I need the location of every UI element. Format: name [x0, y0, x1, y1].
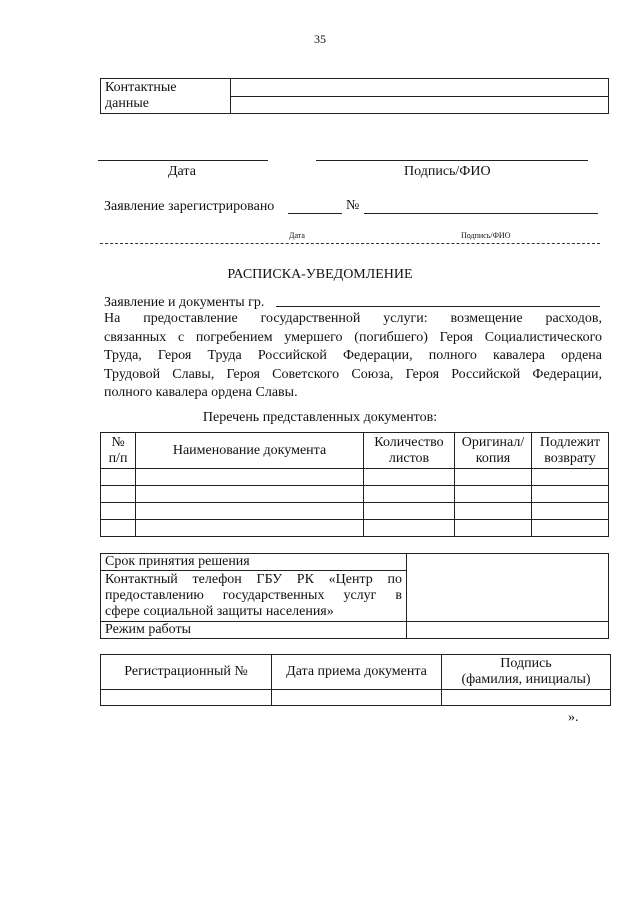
- cell[interactable]: [136, 486, 364, 503]
- cell[interactable]: [532, 486, 609, 503]
- registration-small-sign: Подпись/ФИО: [461, 231, 511, 240]
- reg-date-header: Дата приема документа: [272, 655, 442, 690]
- reg-sign-cell[interactable]: [442, 690, 611, 706]
- col-header-num-2: п/п: [108, 450, 128, 466]
- table-row: [101, 503, 609, 520]
- cell[interactable]: [455, 520, 532, 537]
- contact-label-line2: данные: [105, 96, 149, 111]
- citizen-name-blank[interactable]: [276, 306, 600, 307]
- sign-label: Подпись/ФИО: [404, 164, 491, 179]
- registration-number-blank[interactable]: [364, 213, 598, 214]
- cell[interactable]: [101, 520, 136, 537]
- registration-small-date: Дата: [289, 231, 305, 240]
- work-mode-value[interactable]: [407, 622, 609, 639]
- cell[interactable]: [101, 503, 136, 520]
- reg-number-header: Регистрационный №: [101, 655, 272, 690]
- col-header-orig-2: копия: [475, 450, 511, 466]
- doc-list-title: Перечень представленных документов:: [202, 410, 438, 425]
- docs-from-label: Заявление и документы гр.: [104, 295, 265, 310]
- cell[interactable]: [455, 469, 532, 486]
- closing-quote: ».: [568, 710, 579, 725]
- cell[interactable]: [364, 486, 455, 503]
- page-number: 35: [314, 32, 326, 46]
- cell[interactable]: [364, 520, 455, 537]
- receipt-line: полного кавалера ордена Славы.: [104, 385, 298, 400]
- cell[interactable]: [101, 486, 136, 503]
- reg-sign-2: (фамилия, инициалы): [461, 672, 591, 687]
- contact-table: [100, 78, 609, 114]
- receipt-paragraph: [104, 310, 602, 403]
- reg-number-cell[interactable]: [101, 690, 272, 706]
- receipt-line: На предоставление государственной услуги: возмещение расходов,: [104, 311, 602, 326]
- col-header-qty-2: листов: [388, 450, 430, 466]
- phone-line: сфере социальной защиты населения»: [105, 604, 334, 619]
- col-header-return: [532, 433, 609, 469]
- cut-line: [100, 243, 600, 244]
- registration-table: [100, 654, 611, 706]
- cell[interactable]: [455, 486, 532, 503]
- receipt-line: Труда, Героя Труда Российской Федерации, полного кавалера ордена: [104, 348, 602, 363]
- col-header-num: [101, 433, 136, 469]
- cell[interactable]: [532, 520, 609, 537]
- col-header-return-1: Подлежит: [539, 434, 601, 450]
- cell[interactable]: [101, 469, 136, 486]
- cell[interactable]: [364, 503, 455, 520]
- contact-phone-label: [101, 571, 407, 622]
- table-row: [101, 520, 609, 537]
- registration-number-sign: №: [346, 198, 360, 213]
- contact-label-line1: Контактные: [105, 80, 177, 95]
- col-header-orig-1: Оригинал/: [461, 434, 525, 450]
- reg-date-cell[interactable]: [272, 690, 442, 706]
- col-header-name: Наименование документа: [136, 433, 364, 469]
- cell[interactable]: [136, 469, 364, 486]
- table-row: [101, 486, 609, 503]
- contact-field-1[interactable]: [231, 79, 609, 97]
- work-mode-label: Режим работы: [101, 622, 407, 639]
- phone-line: Контактный телефон ГБУ РК «Центр по: [105, 572, 402, 587]
- name-signature-line: [316, 160, 588, 161]
- col-header-return-2: возврату: [544, 450, 596, 466]
- documents-table: [100, 432, 609, 537]
- col-header-qty: [364, 433, 455, 469]
- receipt-line: Трудовой Славы, Героя Советского Союза, Героя Российской Федерации,: [104, 366, 602, 382]
- col-header-qty-1: Количество: [374, 434, 444, 450]
- registration-blank-1[interactable]: [288, 213, 342, 214]
- cell[interactable]: [532, 469, 609, 486]
- date-signature-line: [98, 160, 268, 161]
- cell[interactable]: [532, 503, 609, 520]
- cell[interactable]: [136, 503, 364, 520]
- decision-term-value[interactable]: [407, 554, 609, 622]
- cell[interactable]: [136, 520, 364, 537]
- receipt-title: РАСПИСКА-УВЕДОМЛЕНИЕ: [227, 267, 413, 282]
- receipt-line: связанных с погребением умершего (погибшего) Героя Социалистического: [104, 329, 602, 345]
- decision-term-label: Срок принятия решения: [101, 554, 407, 571]
- contact-label: [101, 79, 231, 114]
- date-label: Дата: [168, 164, 196, 179]
- phone-line: предоставлению государственных услуг в: [105, 588, 402, 603]
- col-header-orig: [455, 433, 532, 469]
- table-row: [101, 469, 609, 486]
- cell[interactable]: [364, 469, 455, 486]
- registration-text: Заявление зарегистрировано: [104, 199, 275, 214]
- contact-field-2[interactable]: [231, 96, 609, 114]
- cell[interactable]: [455, 503, 532, 520]
- col-header-num-1: №: [111, 434, 125, 450]
- decision-table: [100, 553, 609, 639]
- reg-sign-1: Подпись: [500, 656, 552, 671]
- reg-sign-header: [442, 655, 611, 690]
